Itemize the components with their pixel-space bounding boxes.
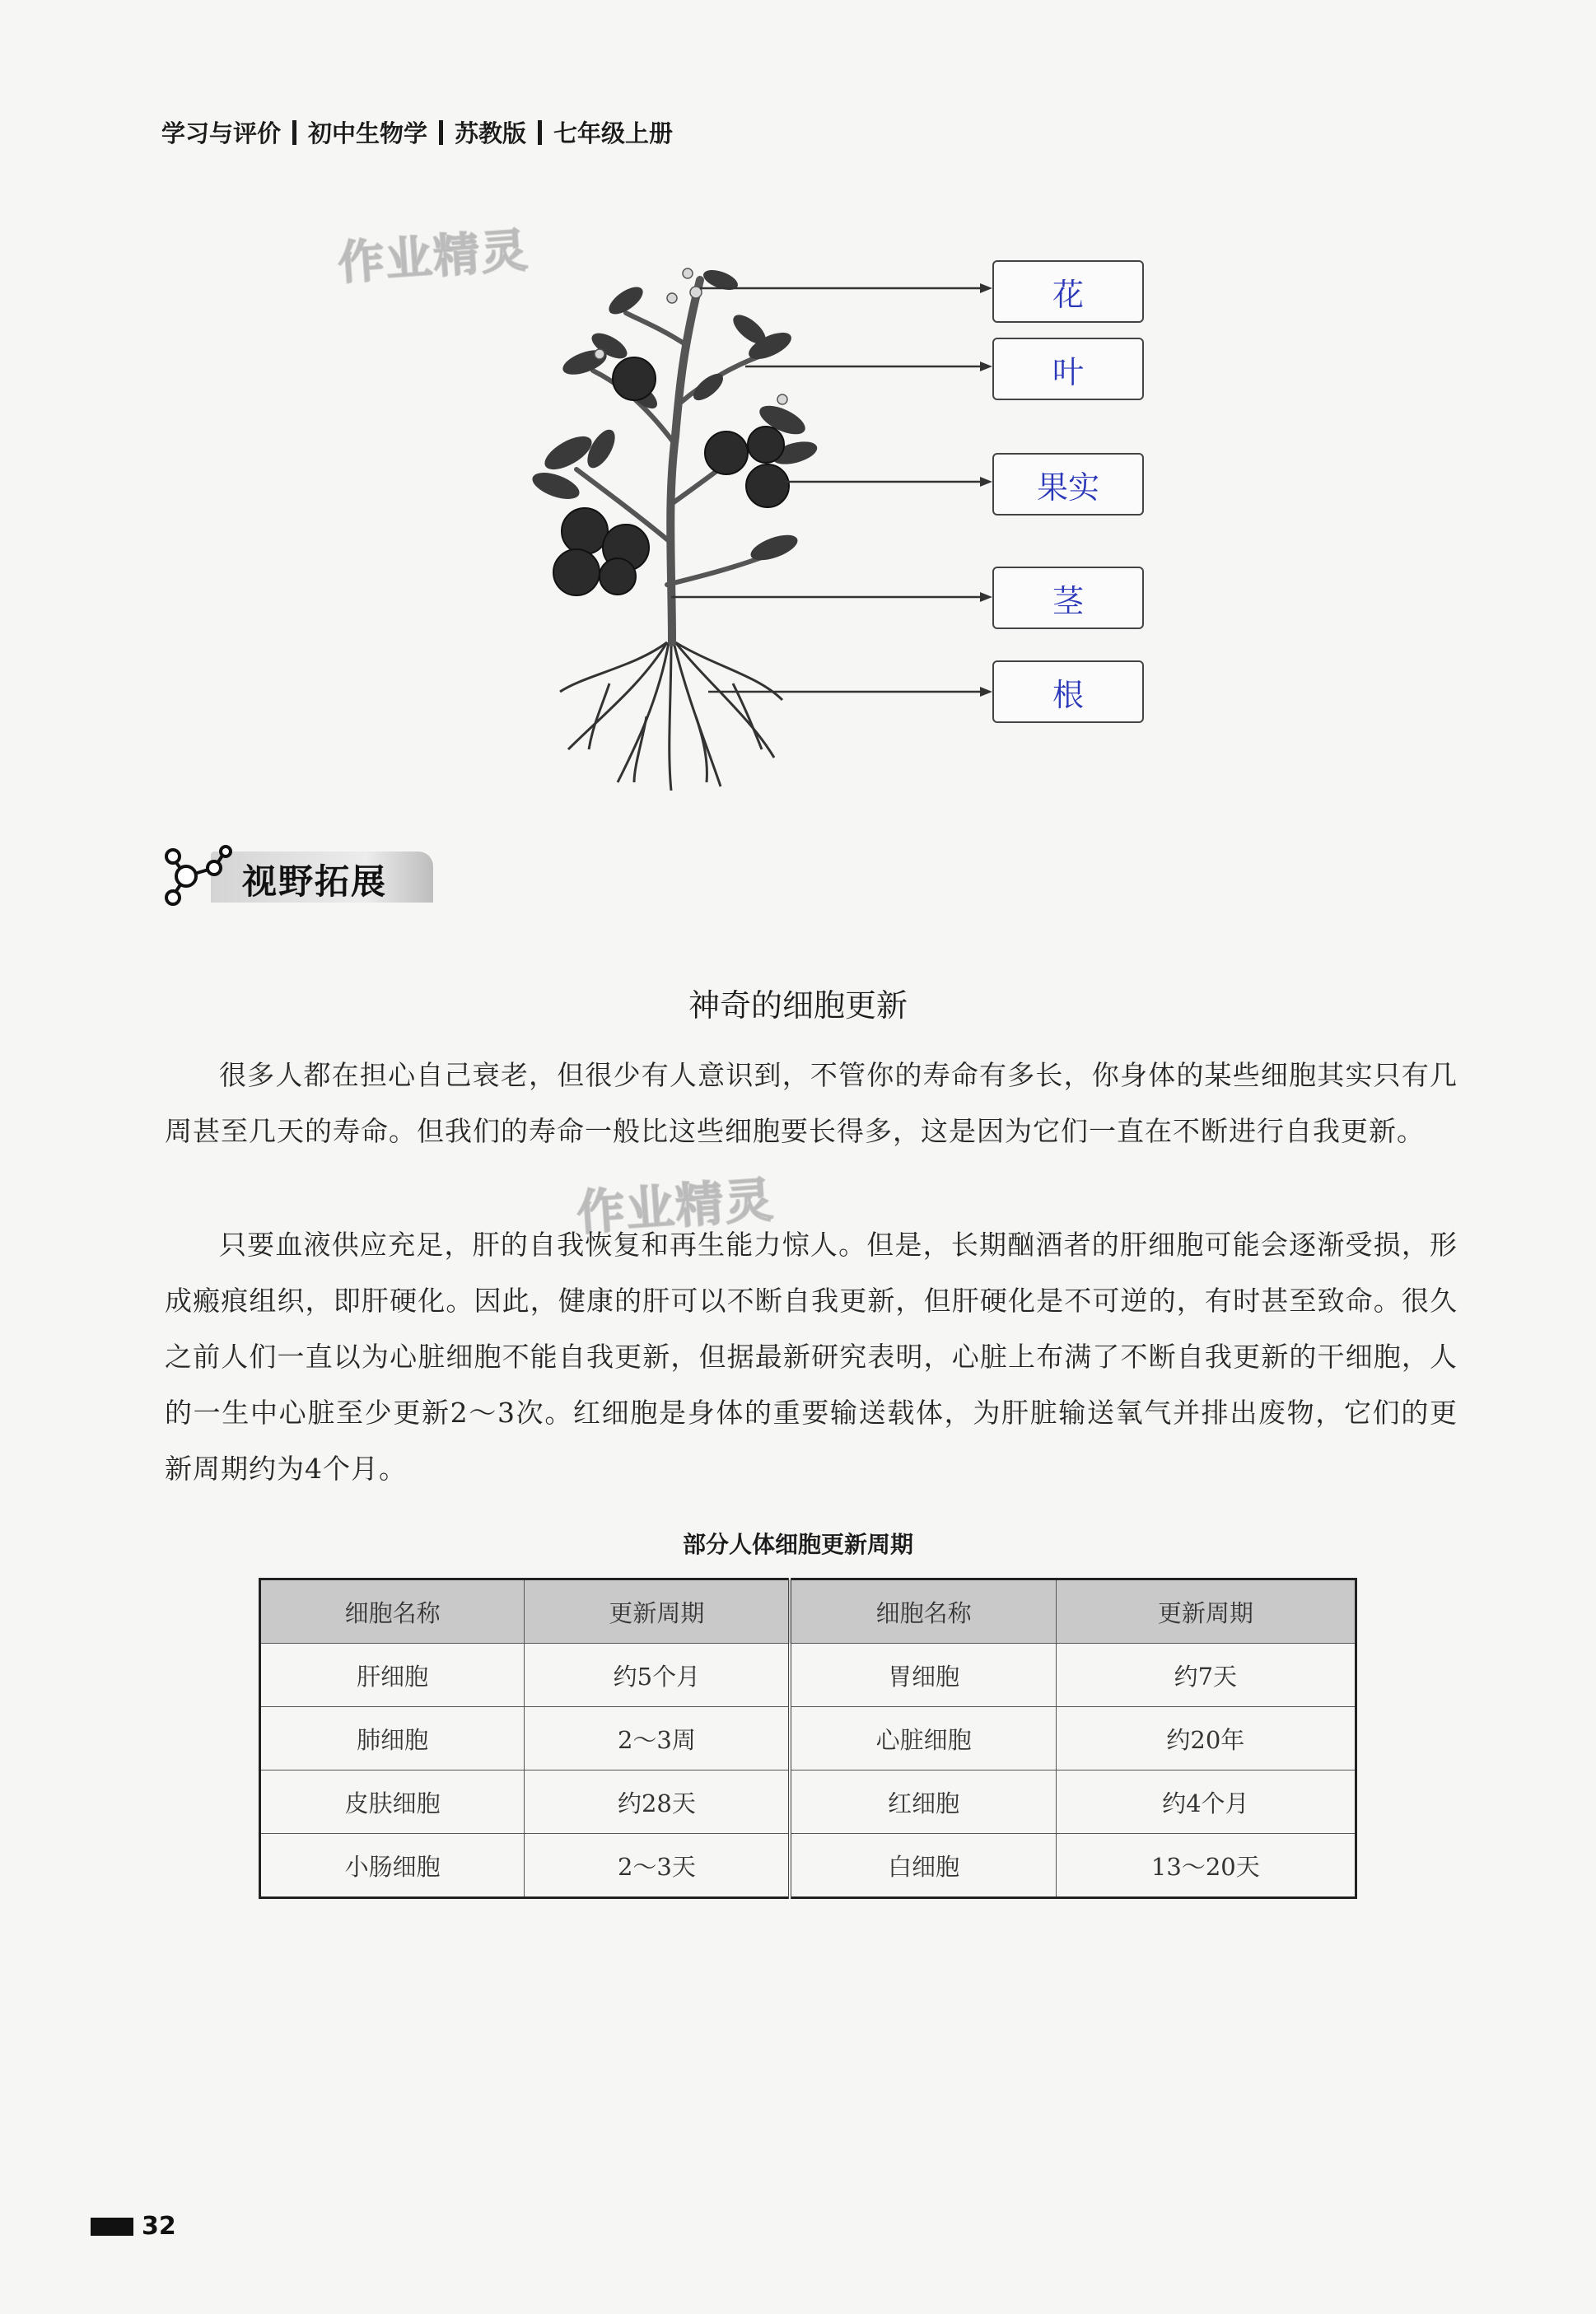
header-separator bbox=[538, 120, 542, 145]
table-cell: 约28天 bbox=[525, 1770, 791, 1834]
table-row bbox=[260, 1644, 1356, 1707]
table-cell: 小肠细胞 bbox=[260, 1834, 525, 1898]
label-flower: 花 bbox=[992, 260, 1144, 323]
table-cell: 胃细胞 bbox=[790, 1644, 1056, 1707]
table-row bbox=[260, 1707, 1356, 1770]
section-heading bbox=[161, 840, 433, 911]
table-cell: 13～20天 bbox=[1056, 1834, 1356, 1898]
header-subject: 初中生物学 bbox=[308, 119, 428, 147]
article-paragraph: 只要血液供应充足，肝的自我恢复和再生能力惊人。但是，长期酗酒者的肝细胞可能会逐渐受损，形成瘢痕组织，即肝硬化。因此，健康的肝可以不断自我更新，但肝硬化是不可逆的，有时甚至致命。很久之前人们一直以为心脏细胞不能自我更新，但据最新研究表明，心脏上布满了不断自我更新的干细胞，人的一生中心脏至少更新2～3次。红细胞是身体的重要输送载体，为肝脏输送氧气并排出废物，它们的更新周期约为4个月。 bbox=[165, 1229, 1458, 1485]
header-grade: 七年级上册 bbox=[553, 119, 674, 147]
label-leaf: 叶 bbox=[992, 338, 1144, 400]
table-header-cell: 更新周期 bbox=[525, 1579, 791, 1644]
table-header-cell: 更新周期 bbox=[1056, 1579, 1356, 1644]
section-title: 视野拓展 bbox=[242, 861, 388, 902]
table-header-cell: 细胞名称 bbox=[790, 1579, 1056, 1644]
page-number bbox=[91, 2212, 176, 2241]
stem bbox=[670, 280, 700, 642]
table-header-row bbox=[260, 1579, 1356, 1644]
label-stem: 茎 bbox=[992, 567, 1144, 629]
table-cell: 约5个月 bbox=[525, 1644, 791, 1707]
table-cell: 白细胞 bbox=[790, 1834, 1056, 1898]
leader-arrowheads bbox=[980, 283, 992, 697]
header-edition: 苏教版 bbox=[455, 119, 527, 147]
article-title: 神奇的细胞更新 bbox=[688, 987, 908, 1024]
page-number-bar bbox=[91, 2218, 133, 2236]
table-cell: 2～3天 bbox=[525, 1834, 791, 1898]
header-separator bbox=[292, 120, 296, 145]
table-cell: 肝细胞 bbox=[260, 1644, 525, 1707]
table-row bbox=[260, 1770, 1356, 1834]
header-separator bbox=[439, 120, 443, 145]
table-cell: 心脏细胞 bbox=[790, 1707, 1056, 1770]
cell-renewal-table bbox=[259, 1578, 1357, 1899]
article-paragraph: 很多人都在担心自己衰老，但很少有人意识到，不管你的寿命有多长，你身体的某些细胞其实只有几周甚至几天的寿命。但我们的寿命一般比这些细胞要长得多，这是因为它们一直在不断进行自我更新。 bbox=[165, 1059, 1458, 1147]
table-caption: 部分人体细胞更新周期 bbox=[682, 1531, 913, 1558]
table-cell: 2～3周 bbox=[525, 1707, 791, 1770]
leader-lines bbox=[671, 288, 984, 692]
table-cell: 约7天 bbox=[1056, 1644, 1356, 1707]
watermark: 作业精灵 bbox=[336, 223, 531, 292]
label-root: 根 bbox=[992, 660, 1144, 723]
header-series: 学习与评价 bbox=[161, 119, 282, 147]
page-number-text: 32 bbox=[142, 2212, 176, 2241]
table-cell: 红细胞 bbox=[790, 1770, 1056, 1834]
watermark: 作业精灵 bbox=[575, 1171, 777, 1242]
table-cell: 肺细胞 bbox=[260, 1707, 525, 1770]
table-cell: 约20年 bbox=[1056, 1707, 1356, 1770]
tomato-plant-illustration bbox=[511, 255, 1046, 791]
running-header bbox=[161, 115, 673, 149]
roots bbox=[560, 642, 782, 791]
table-row bbox=[260, 1834, 1356, 1898]
table-header-cell: 细胞名称 bbox=[260, 1579, 525, 1644]
molecule-icon bbox=[161, 840, 232, 911]
table-cell: 约4个月 bbox=[1056, 1770, 1356, 1834]
label-fruit: 果实 bbox=[992, 453, 1144, 516]
table-cell: 皮肤细胞 bbox=[260, 1770, 525, 1834]
